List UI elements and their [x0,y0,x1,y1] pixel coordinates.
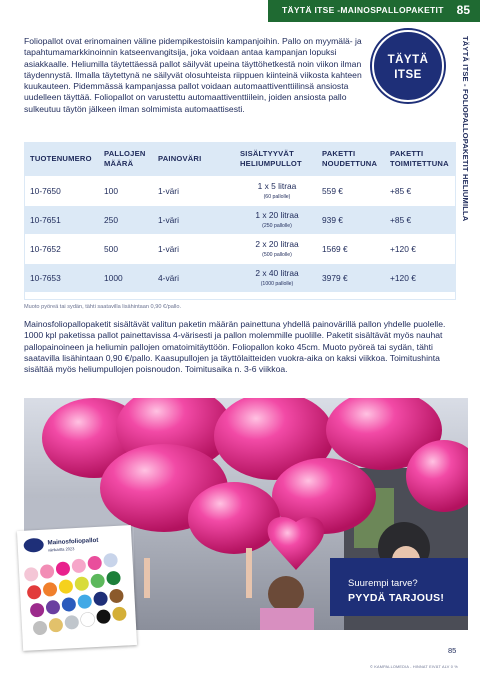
cell-pickup: 3979 € [318,263,386,292]
cell-code: 10-7652 [24,234,100,263]
section-title: TÄYTÄ ITSE -MAINOSPALLOPAKETIT [282,5,444,15]
capacity-note: (1000 pallolle) [260,281,294,288]
cell-color: 1-väri [154,176,236,205]
col-header-color: PAINOVÄRI [154,142,236,176]
capacity-note: (500 pallolle) [262,252,292,258]
capacity-note: (250 pallolle) [262,223,292,229]
badge-line-1: TÄYTÄ [387,54,429,66]
header-page-number: 85 [456,3,470,17]
cell-capacity [236,263,318,292]
table-header-row [24,142,456,176]
cell-pickup: 1569 € [318,234,386,263]
capacity-main: 1 x 20 litraa [255,210,299,220]
table-row [24,263,456,292]
cell-color: 1-väri [154,234,236,263]
col-header-qty: PALLOJEN MÄÄRÄ [100,142,154,176]
cta-question: Suurempi tarve? [348,578,418,589]
cell-color: 1-väri [154,205,236,234]
cta-action: PYYDÄ TARJOUS! [348,592,445,604]
cell-code: 10-7650 [24,176,100,205]
top-bar [268,0,480,22]
col-header-delivery: PAKETTI TOIMITETTUNA [386,142,456,176]
cell-capacity [236,176,318,205]
cell-qty: 100 [100,176,154,205]
table-footnote: Muoto pyöreä tai sydän, tähti saatavilla lisähintaan 0,90 €/pallo. [24,304,182,310]
brochure-subtitle: värikartta 2023 [47,546,75,553]
cell-qty: 250 [100,205,154,234]
cell-code: 10-7653 [24,263,100,292]
cell-capacity [236,234,318,263]
capacity-note: (60 pallolle) [263,194,291,200]
badge-line-2: ITSE [394,69,422,81]
cell-color: 4-väri [154,263,236,292]
cell-delivery: +85 € [386,205,456,234]
footer-copyright: © KAMPALLOMEDIA - HINNAT EIVÄT ALV 0 % [370,665,458,669]
intro-paragraph: Foliopallot ovat erinomainen väline pidempikestoisiin kampanjoihin. Pallo on myymälä- ja tapahtumamarkkinoinnin katseenvangitsija, joka voidaan antaa kampanjan lopuksi asiakkaalle. Heliumilla täytettäessä pallot säilyvät upeina täyttöhetkestä noin viikon ilman täydennystä. Ilmalla täytettynä ne säilyvät olosuhteista riippuen kiinteinä viikosta kahteen kuukauteen. Pidemmässä kampanjassa pallot voidaan automaattiventtiilinsä ansiosta uudelleen täyttää. Foliopallot on varustettu automaattiventtiilein, joiden ansiosta pallo sulkeutuu täytön jälkeen ilman solmimista automaattisesti. [24,36,362,114]
cell-delivery: +85 € [386,176,456,205]
cell-qty: 1000 [100,263,154,292]
capacity-main: 1 x 5 litraa [257,181,297,191]
color-chart-brochure [17,525,137,651]
color-swatches [17,525,137,651]
col-header-pickup: PAKETTI NOUDETTUNA [318,142,386,176]
quote-request-banner[interactable] [330,558,468,616]
package-description: Mainosfoliopallopaketit sisältävät valitun paketin määrän painettuna yhdellä painovärillä pallon yhdelle puolelle. 1000 kpl paketissa pallot painettavissa 4-värisesti ja pallon molemmille puolille. Paketit sisältävät myös nauhat pallopainoineen ja heliumin pallojen omatoimitäyttöön. Foliopallon koko 45cm. Muoto pyöreä tai sydän, tähti saatavilla lisähintaan 0,90 €/pallo. Kaasupullojen ja täyttölaitteiden vuokra-aika on kaksi viikkoa. Toimitushinta sisältää myös heliumpullojen poisnoudon. Toimitusaika n. 3-6 viikkoa. [24,319,446,375]
cell-delivery: +120 € [386,234,456,263]
fill-yourself-badge [372,30,444,102]
price-table [24,142,456,292]
col-header-helium: SISÄLTYYVÄT HELIUMPULLOT [236,142,318,176]
cell-pickup: 939 € [318,205,386,234]
cell-pickup: 559 € [318,176,386,205]
capacity-main: 2 x 20 litraa [255,239,299,249]
cell-code: 10-7651 [24,205,100,234]
side-title [458,36,472,236]
table-row [24,205,456,234]
table-row [24,234,456,263]
brochure-title: Mainosfoliopallot [47,536,99,547]
capacity-main: 2 x 40 litraa [255,268,299,279]
cell-qty: 500 [100,234,154,263]
cell-delivery: +120 € [386,263,456,292]
table-row [24,176,456,205]
side-title-text: TÄYTÄ ITSE - FOLIOPALLOPAKETIT HELIUMILLA [461,36,470,222]
col-header-product: TUOTENUMERO [24,142,100,176]
cell-capacity [236,205,318,234]
footer-page-number: 85 [448,646,457,655]
